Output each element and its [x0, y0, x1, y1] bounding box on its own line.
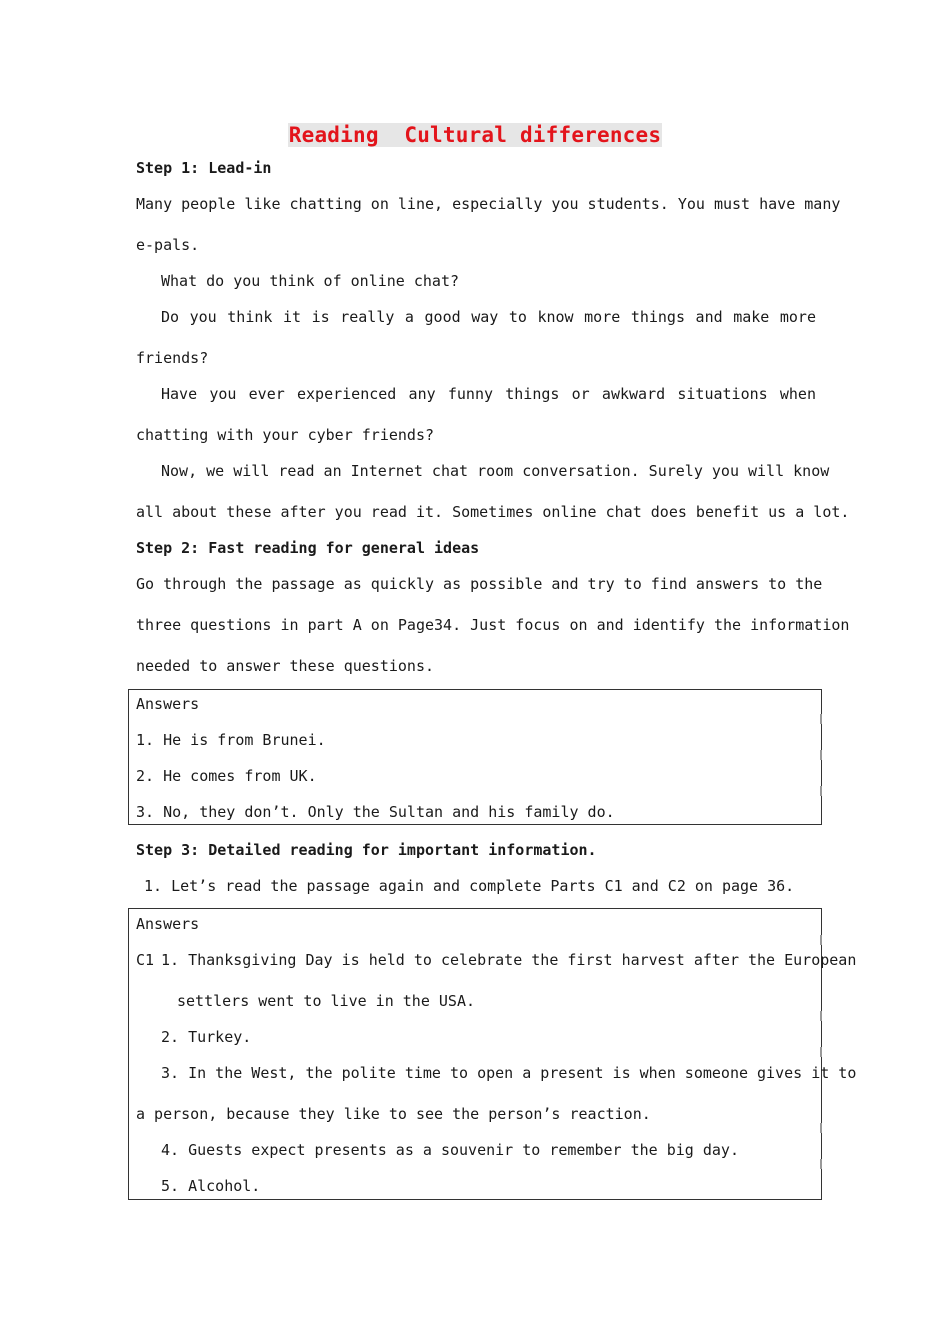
step3-instruction: 1. Let’s read the passage again and complete Parts C1 and C2 on page 36.	[144, 877, 795, 895]
step3-answer2: 2. Turkey.	[161, 1028, 252, 1046]
step1-paragraph1-line1: Many people like chatting on line, especially you students. You must have many	[136, 195, 841, 213]
step2-answer-1: 1. He is from Brunei.	[136, 731, 326, 749]
step2-line1: Go through the passage as quickly as possible and try to find answers to the	[136, 575, 823, 593]
document-title-wrap	[0, 123, 950, 147]
step2-answer-3: 3. No, they don’t. Only the Sultan and his family do.	[136, 803, 615, 821]
step1-paragraph2-line1: Now, we will read an Internet chat room conversation. Surely you will know	[161, 462, 830, 480]
step3-answer3-line2: a person, because they like to see the person’s reaction.	[136, 1105, 651, 1123]
step3-answer3-line1: 3. In the West, the polite time to open a present is when someone gives it to	[161, 1064, 857, 1082]
step1-question3-line2: chatting with your cyber friends?	[136, 426, 435, 444]
step3-answer1-line2: settlers went to live in the USA.	[177, 992, 476, 1010]
step3-answers-title: Answers	[136, 915, 200, 933]
step1-paragraph1-line2: e-pals.	[136, 236, 200, 254]
box-mark	[820, 750, 822, 760]
box-mark	[820, 786, 822, 796]
step2-line2: three questions in part A on Page34. Just focus on and identify the information	[136, 616, 850, 634]
step1-heading: Step 1: Lead-in	[136, 159, 272, 177]
step2-answer-2: 2. He comes from UK.	[136, 767, 317, 785]
step2-line3: needed to answer these questions.	[136, 657, 435, 675]
step1-question3-line1: Have you ever experienced any funny things or awkward situations when	[161, 385, 816, 403]
step3-answer4: 4. Guests expect presents as a souvenir to remember the big day.	[161, 1141, 739, 1159]
step1-question2-line1: Do you think it is really a good way to know more things and make more	[161, 308, 816, 326]
box-mark	[820, 714, 822, 724]
step2-answers-title: Answers	[136, 695, 200, 713]
step1-question1: What do you think of online chat?	[161, 272, 460, 290]
box-mark	[820, 1047, 822, 1057]
step3-c1-label: C1	[136, 951, 155, 969]
step3-heading: Step 3: Detailed reading for important information.	[136, 841, 597, 859]
box-mark	[820, 1159, 822, 1169]
step3-answer1-line1: 1. Thanksgiving Day is held to celebrate the first harvest after the European	[161, 951, 857, 969]
step1-paragraph2-line2: all about these after you read it. Sometimes online chat does benefit us a lot.	[136, 503, 850, 521]
step2-heading: Step 2: Fast reading for general ideas	[136, 539, 480, 557]
step3-answer5: 5. Alcohol.	[161, 1177, 261, 1195]
document-title: Reading Cultural differences	[288, 123, 662, 147]
box-mark	[820, 935, 822, 945]
box-mark	[820, 1123, 822, 1133]
box-mark	[820, 1011, 822, 1021]
step1-question2-line2: friends?	[136, 349, 209, 367]
